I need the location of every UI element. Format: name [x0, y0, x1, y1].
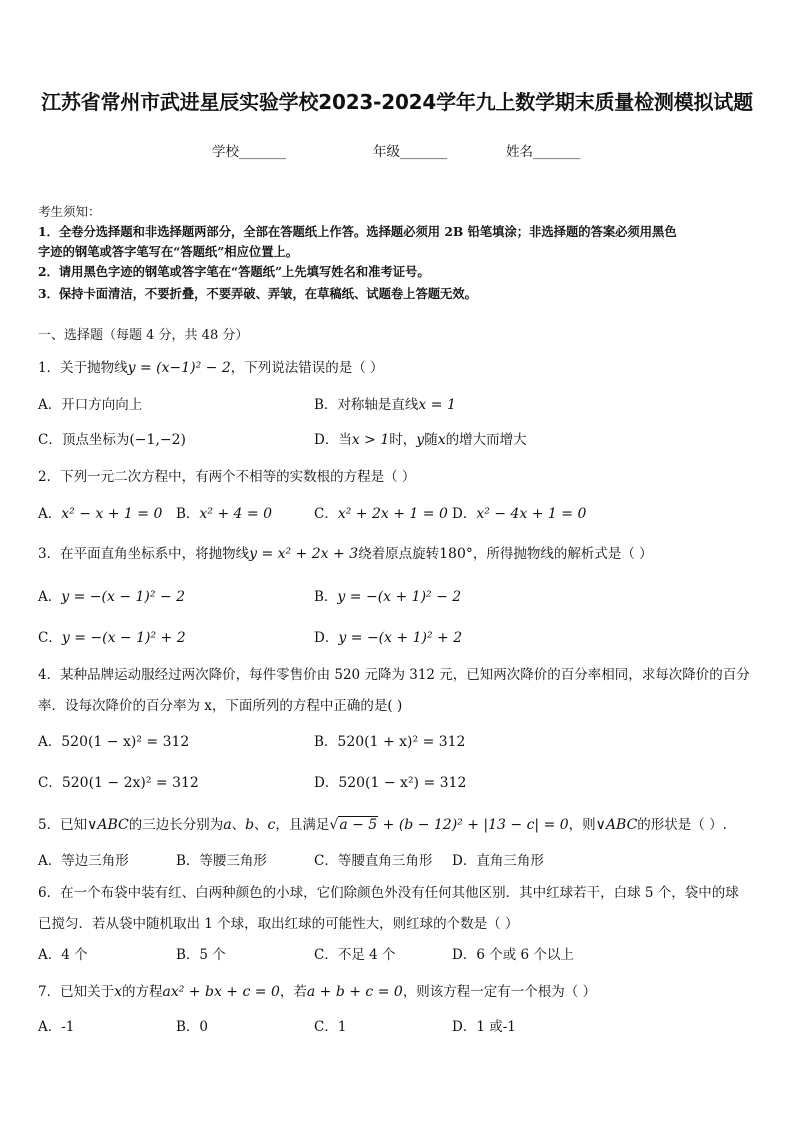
- q5-side-a: a: [223, 817, 232, 833]
- section-heading-choice: 一、选择题（每题 4 分，共 48 分）: [38, 328, 249, 343]
- q1-option-b[interactable]: [314, 396, 456, 414]
- q1-option-b-text: B．对称轴是直线: [314, 397, 419, 413]
- q3-option-b-math: y = −(x + 1)² − 2: [337, 589, 462, 605]
- notice-item-2: 2．请用黑色字迹的钢笔或答字笔在“答题纸”上先填写姓名和准考证号。: [38, 264, 430, 279]
- q3-option-c[interactable]: [38, 629, 186, 647]
- q4-option-d-math: 520(1 − x²) = 312: [338, 775, 467, 791]
- q3-stem: [38, 545, 653, 563]
- q5-option-d[interactable]: D．直角三角形: [452, 853, 544, 869]
- q2-option-b-math: x² + 4 = 0: [199, 506, 273, 522]
- q1-option-c[interactable]: [38, 431, 186, 449]
- q2-option-d-math: x² − 4x + 1 = 0: [476, 506, 587, 522]
- q1-stem-text: 1．关于抛物线: [38, 360, 128, 376]
- exam-title: 江苏省常州市武进星辰实验学校2023-2024学年九上数学期末质量检测模拟试题: [41, 90, 753, 114]
- q3-stem-text-2: 绕着原点旋转: [358, 546, 440, 562]
- q5-stem-text-3: ，且满足: [275, 817, 330, 833]
- q5-stem-text-5: 的形状是（ ）.: [637, 817, 727, 833]
- q4-option-b[interactable]: [314, 733, 465, 751]
- q6-option-a[interactable]: A．4 个: [38, 947, 88, 963]
- notice-item-3: 3．保持卡面清洁，不要折叠，不要弄破、弄皱，在草稿纸、试题卷上答题无效。: [38, 286, 477, 301]
- q5-stem: [38, 816, 727, 834]
- q4-option-d-label: D．: [314, 775, 339, 791]
- q1-option-d-math-2: y: [416, 432, 425, 448]
- q6-option-d[interactable]: D．6 个或 6 个以上: [452, 947, 574, 963]
- q6-stem-line-2: 已搅匀．若从袋中随机取出 1 个球，取出红球的可能性大，则红球的个数是（ ）: [38, 916, 519, 932]
- q2-option-d[interactable]: [452, 505, 586, 523]
- notice-item-1-line-2: 字迹的钢笔或答字笔写在“答题纸”相应位置上。: [38, 244, 299, 259]
- q7-stem: [38, 983, 596, 1001]
- q6-option-c[interactable]: C．不足 4 个: [314, 947, 396, 963]
- q4-option-b-math: 520(1 + x)² = 312: [337, 734, 466, 750]
- q3-option-c-math: y = −(x − 1)² + 2: [61, 630, 186, 646]
- q1-option-c-math: (−1,−2): [129, 432, 186, 448]
- q5-sqrt-body: a − 5: [339, 817, 378, 833]
- name-field[interactable]: 姓名_______: [506, 144, 581, 160]
- grade-field[interactable]: 年级_______: [373, 144, 448, 160]
- q2-option-c-label: C．: [314, 506, 338, 522]
- q7-equation: ax² + bx + c = 0: [162, 984, 280, 1000]
- q3-stem-text: 3．在平面直角坐标系中，将抛物线: [38, 546, 250, 562]
- q7-stem-text-2: 的方程: [122, 984, 163, 1000]
- q2-option-c[interactable]: [314, 505, 448, 523]
- q1-option-d-math-3: x: [437, 432, 446, 448]
- q7-condition: a + b + c = 0: [306, 984, 403, 1000]
- q3-option-a-label: A．: [38, 589, 62, 605]
- q3-option-b[interactable]: [314, 588, 461, 606]
- q7-option-c[interactable]: C．1: [314, 1019, 347, 1035]
- school-field[interactable]: 学校_______: [212, 144, 287, 160]
- q1-option-d[interactable]: [314, 431, 527, 449]
- q1-option-d-text-4: 的增大而增大: [445, 432, 527, 448]
- q1-option-c-text: C．顶点坐标为: [38, 432, 130, 448]
- q5-side-c: c: [267, 817, 276, 833]
- q2-option-d-label: D．: [452, 506, 477, 522]
- q5-option-b[interactable]: B．等腰三角形: [176, 853, 267, 869]
- q7-option-a[interactable]: A．-1: [38, 1019, 75, 1035]
- q2-option-a-label: A．: [38, 506, 62, 522]
- q3-stem-text-3: ，所得抛物线的解析式是（ ）: [472, 546, 653, 562]
- q4-option-b-label: B．: [314, 734, 338, 750]
- q2-option-a[interactable]: [38, 505, 162, 523]
- q4-stem-line-1: 4．某种品牌运动服经过两次降价，每件零售价由 520 元降为 312 元，已知两次降价的百分率相同，求每次降价的百分: [38, 667, 750, 683]
- q5-separator-2: 、: [254, 817, 268, 833]
- q1-stem: [38, 359, 384, 377]
- q4-option-c[interactable]: [38, 774, 199, 792]
- q4-stem-line-2: 率．设每次降价的百分率为 x，下面所列的方程中正确的是( ): [38, 698, 403, 714]
- q5-side-b: b: [245, 817, 255, 833]
- q6-stem-line-1: 6．在一个布袋中装有红、白两种颜色的小球，它们除颜色外没有任何其他区别．其中红球若干，白球 5 个，袋中的球: [38, 885, 739, 901]
- q4-option-a-math: 520(1 − x)² = 312: [61, 734, 190, 750]
- q4-option-c-math: 520(1 − 2x)² = 312: [61, 775, 199, 791]
- q5-separator-1: 、: [231, 817, 246, 833]
- q7-variable-x: x: [114, 984, 122, 1000]
- q1-option-d-text-2: 时，: [389, 432, 417, 448]
- q4-option-a-label: A．: [38, 734, 62, 750]
- q3-option-d[interactable]: [314, 629, 462, 647]
- q1-option-a[interactable]: A．开口方向向上: [38, 397, 143, 413]
- q7-stem-text-3: ，若: [279, 984, 307, 1000]
- q1-option-d-text: D．当: [314, 432, 352, 448]
- q7-stem-text-4: ，则该方程一定有一个根为（ ）: [402, 984, 597, 1000]
- q2-stem: 2．下列一元二次方程中，有两个不相等的实数根的方程是（ ）: [38, 469, 416, 485]
- q3-rotation-angle: 180°: [439, 546, 473, 562]
- q5-stem-text: 5．已知: [38, 817, 88, 833]
- q4-option-d[interactable]: [314, 774, 466, 792]
- q4-option-a[interactable]: [38, 733, 189, 751]
- q7-stem-text: 7．已知关于: [38, 984, 115, 1000]
- q1-stem-text-end: ，下列说法错误的是（ ）: [230, 360, 384, 376]
- q7-option-b[interactable]: B．0: [176, 1019, 209, 1035]
- notice-item-1-line-1: 1．全卷分选择题和非选择题两部分，全部在答题纸上作答。选择题必须用 2B 铅笔填涂；非选择题的答案必须用黑色: [38, 224, 677, 239]
- q3-option-d-math: y = −(x + 1)² + 2: [338, 630, 463, 646]
- q5-triangle-symbol-2: ∨ABC: [595, 817, 638, 833]
- q1-option-d-math-1: x > 1: [351, 432, 390, 448]
- q1-option-b-math: x = 1: [418, 397, 456, 413]
- q3-option-b-label: B．: [314, 589, 338, 605]
- q3-parabola-equation: y = x² + 2x + 3: [249, 546, 359, 562]
- q5-stem-text-4: ，则: [568, 817, 596, 833]
- q2-option-b-label: B．: [176, 506, 200, 522]
- notice-heading: 考生须知：: [38, 204, 101, 219]
- q5-stem-text-2: 的三边长分别为: [128, 817, 224, 833]
- q3-option-a-math: y = −(x − 1)² − 2: [61, 589, 186, 605]
- q3-option-d-label: D．: [314, 630, 339, 646]
- q5-triangle-symbol: ∨ABC: [87, 817, 129, 833]
- q4-option-c-label: C．: [38, 775, 62, 791]
- q7-option-d[interactable]: D．1 或-1: [452, 1019, 516, 1035]
- q1-parabola-equation: y = (x−1)² − 2: [127, 360, 231, 376]
- q5-option-a[interactable]: A．等边三角形: [38, 853, 129, 869]
- q2-option-b[interactable]: [176, 505, 272, 523]
- q3-option-a[interactable]: [38, 588, 185, 606]
- q5-option-c[interactable]: C．等腰直角三角形: [314, 853, 433, 869]
- q2-option-a-math: x² − x + 1 = 0: [61, 506, 163, 522]
- q1-option-d-text-3: 随: [424, 432, 438, 448]
- q5-sqrt-sign: √: [329, 817, 339, 833]
- q2-option-c-math: x² + 2x + 1 = 0: [337, 506, 448, 522]
- q3-option-c-label: C．: [38, 630, 62, 646]
- q5-condition: + (b − 12)² + |13 − c| = 0: [378, 817, 569, 833]
- q6-option-b[interactable]: B．5 个: [176, 947, 226, 963]
